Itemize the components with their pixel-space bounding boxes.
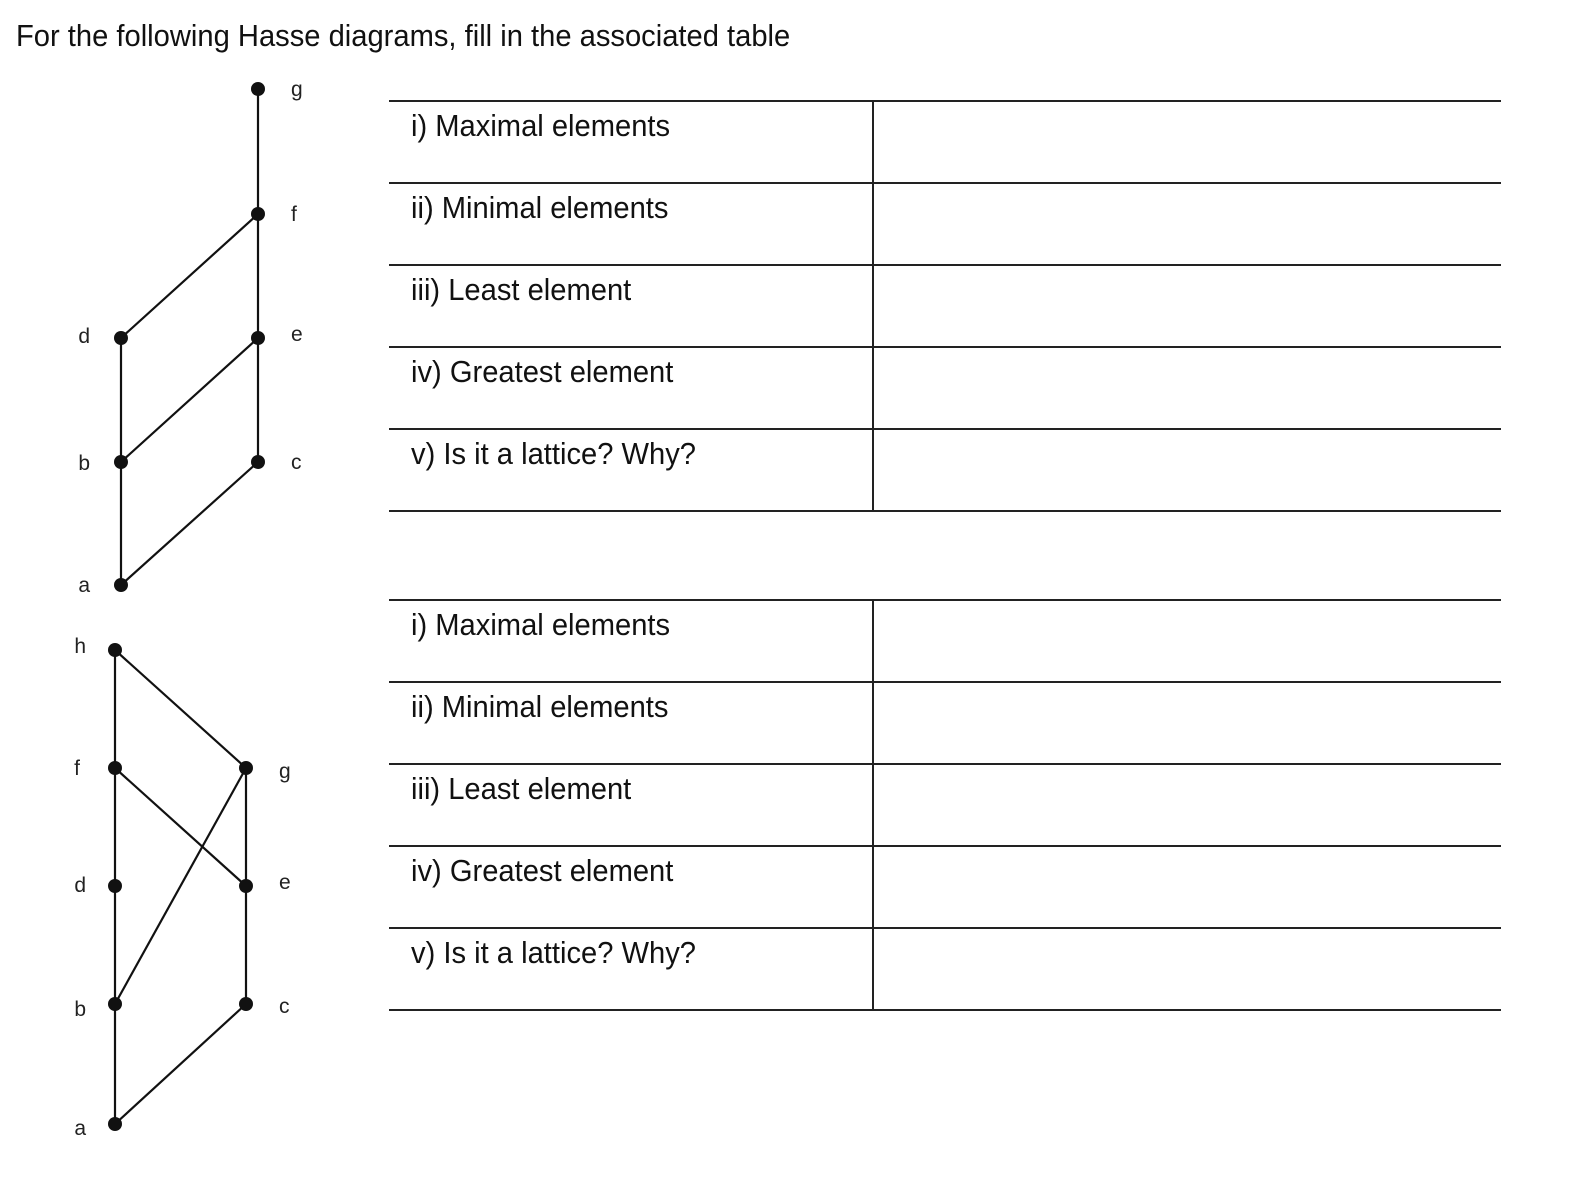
table-row — [389, 681, 1501, 763]
node-b — [108, 997, 122, 1011]
node-g — [239, 761, 253, 775]
answer-cell[interactable] — [872, 430, 1501, 510]
table-row — [389, 428, 1501, 510]
edge-d-f — [121, 214, 258, 338]
table-row — [389, 599, 1501, 681]
node-d — [108, 879, 122, 893]
node-a — [114, 578, 128, 592]
node-label-d: d — [78, 325, 90, 348]
node-label-f: f — [74, 757, 80, 780]
edge-c-a — [115, 1004, 246, 1124]
table-bottom-rule — [389, 510, 1501, 512]
node-c — [251, 455, 265, 469]
answer-cell[interactable] — [872, 847, 1501, 927]
answer-cell[interactable] — [872, 929, 1501, 1009]
row-label: iii) Least element — [411, 272, 632, 307]
node-label-a: a — [74, 1117, 86, 1140]
table-row — [389, 845, 1501, 927]
row-label: ii) Minimal elements — [411, 190, 669, 225]
row-label: i) Maximal elements — [411, 108, 671, 143]
node-label-h: h — [74, 635, 86, 658]
properties-table-2 — [389, 599, 1501, 1011]
node-g — [251, 82, 265, 96]
node-f — [251, 207, 265, 221]
node-e — [251, 331, 265, 345]
node-label-f: f — [291, 203, 297, 226]
answer-cell[interactable] — [872, 348, 1501, 428]
node-label-d: d — [74, 874, 86, 897]
properties-table-1 — [389, 100, 1501, 512]
edge-g-b — [115, 768, 246, 1004]
answer-cell[interactable] — [872, 683, 1501, 763]
answer-cell[interactable] — [872, 765, 1501, 845]
node-h — [108, 643, 122, 657]
table-row — [389, 182, 1501, 264]
node-label-g: g — [291, 78, 303, 101]
node-b — [114, 455, 128, 469]
node-label-g: g — [279, 760, 291, 783]
node-e — [239, 879, 253, 893]
answer-cell[interactable] — [872, 601, 1501, 681]
node-label-e: e — [279, 871, 291, 894]
hasse-diagram-2 — [74, 635, 291, 1140]
node-a — [108, 1117, 122, 1131]
table-row — [389, 346, 1501, 428]
node-c — [239, 997, 253, 1011]
answer-cell[interactable] — [872, 266, 1501, 346]
row-label: ii) Minimal elements — [411, 689, 669, 724]
row-label: iv) Greatest element — [411, 853, 674, 888]
row-label: v) Is it a lattice? Why? — [411, 436, 697, 471]
node-label-b: b — [78, 452, 90, 475]
row-label: i) Maximal elements — [411, 607, 671, 642]
table-row — [389, 927, 1501, 1009]
node-label-c: c — [279, 995, 290, 1018]
node-label-a: a — [78, 574, 90, 597]
node-label-c: c — [291, 451, 302, 474]
edge-h-g — [115, 650, 246, 768]
node-d — [114, 331, 128, 345]
table-row — [389, 100, 1501, 182]
row-label: v) Is it a lattice? Why? — [411, 935, 697, 970]
row-label: iv) Greatest element — [411, 354, 674, 389]
instructions-heading: For the following Hasse diagrams, fill in the associated table — [16, 18, 791, 53]
table-row — [389, 264, 1501, 346]
node-label-b: b — [74, 998, 86, 1021]
table-bottom-rule — [389, 1009, 1501, 1011]
hasse-diagram-1 — [78, 78, 302, 597]
table-row — [389, 763, 1501, 845]
answer-cell[interactable] — [872, 102, 1501, 182]
answer-cell[interactable] — [872, 184, 1501, 264]
edge-b-e — [121, 338, 258, 462]
edge-a-c — [121, 462, 258, 585]
row-label: iii) Least element — [411, 771, 632, 806]
node-label-e: e — [291, 323, 303, 346]
node-f — [108, 761, 122, 775]
edge-f-e — [115, 768, 246, 886]
